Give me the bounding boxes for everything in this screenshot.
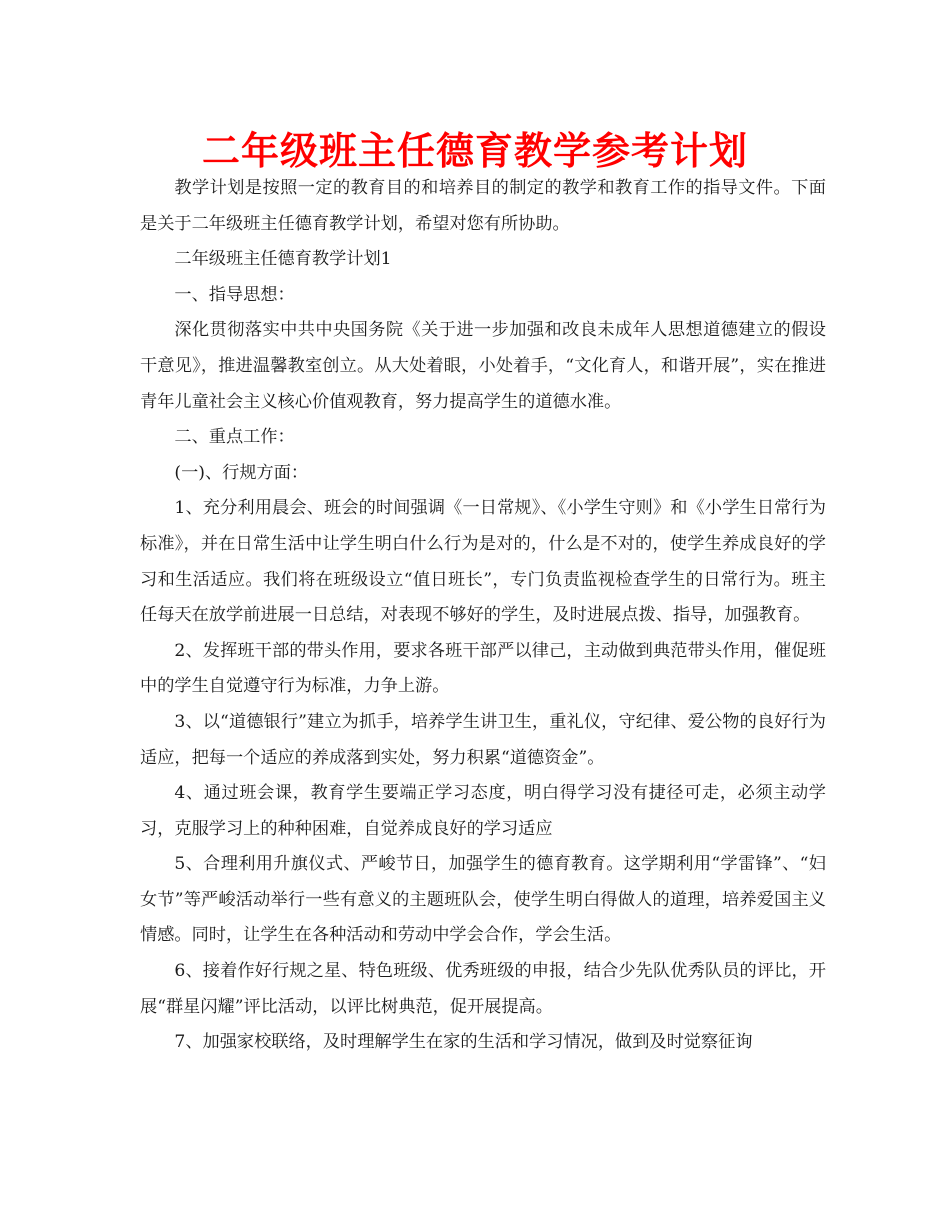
- paragraph-guiding-ideas: 深化贯彻落实中共中央国务院《关于进一步加强和改良未成年人思想道德建立的假设干意见》，推进温馨教室创立。从大处着眼，小处着手，“文化育人，和谐开展”，实在推进青年儿童社会主义核心价值观教育，努力提高学生的道德水准。: [140, 320, 826, 412]
- subsection-heading-conduct: (一)、行规方面：: [174, 462, 309, 483]
- document-body: [140, 171, 826, 1061]
- document-title: 二年级班主任德育教学参考计划: [201, 129, 748, 173]
- list-item-7: 7、加强家校联络，及时理解学生在家的生活和学习情况，做到及时觉察征询: [174, 1032, 753, 1053]
- list-item-1: 1、充分利用晨会、班会的时间强调《一日常规》、《小学生守则》和《小学生日常行为标准》，并在日常生活中让学生明白什么行为是对的，什么是不对的，使学生养成良好的学习和生活适应。我们将在班级设立“值日班长”，专门负责监视检查学生的日常行为。班主任每天在放学前进展一日总结，对表现不够好的学生，及时进展点拨、指导，加强教育。: [140, 498, 826, 626]
- list-item-3: 3、以“道德银行”建立为抓手，培养学生讲卫生，重礼仪，守纪律、爱公物的良好行为适应，把每一个适应的养成落到实处，努力积累“道德资金”。: [140, 711, 826, 768]
- list-item-6: 6、接着作好行规之星、特色班级、优秀班级的申报，结合少先队优秀队员的评比，开展“群星闪耀”评比活动，以评比树典范，促开展提高。: [140, 961, 826, 1017]
- section-heading-key-work: 二、重点工作：: [174, 427, 295, 448]
- list-item-2: 2、发挥班干部的带头作用，要求各班干部严以律己，主动做到典范带头作用，催促班中的学生自觉遵守行为标准，力争上游。: [140, 640, 826, 697]
- list-item-5: 5、合理利用升旗仪式、严峻节日，加强学生的德育教育。这学期利用“学雷锋”、“妇女节”等严峻活动举行一些有意义的主题班队会，使学生明白得做人的道理，培养爱国主义情感。同时，让学生在各种活动和劳动中学会合作，学会生活。: [140, 854, 826, 946]
- intro-paragraph: 教学计划是按照一定的教育目的和培养目的制定的教学和教育工作的指导文件。下面是关于二年级班主任德育教学计划，希望对您有所协助。: [140, 178, 826, 234]
- plan-heading: 二年级班主任德育教学计划1: [174, 249, 392, 270]
- list-item-4: 4、通过班会课，教育学生要端正学习态度，明白得学习没有捷径可走，必须主动学习，克服学习上的种种困难，自觉养成良好的学习适应: [140, 783, 826, 839]
- section-heading-guiding-ideas: 一、指导思想：: [174, 284, 295, 305]
